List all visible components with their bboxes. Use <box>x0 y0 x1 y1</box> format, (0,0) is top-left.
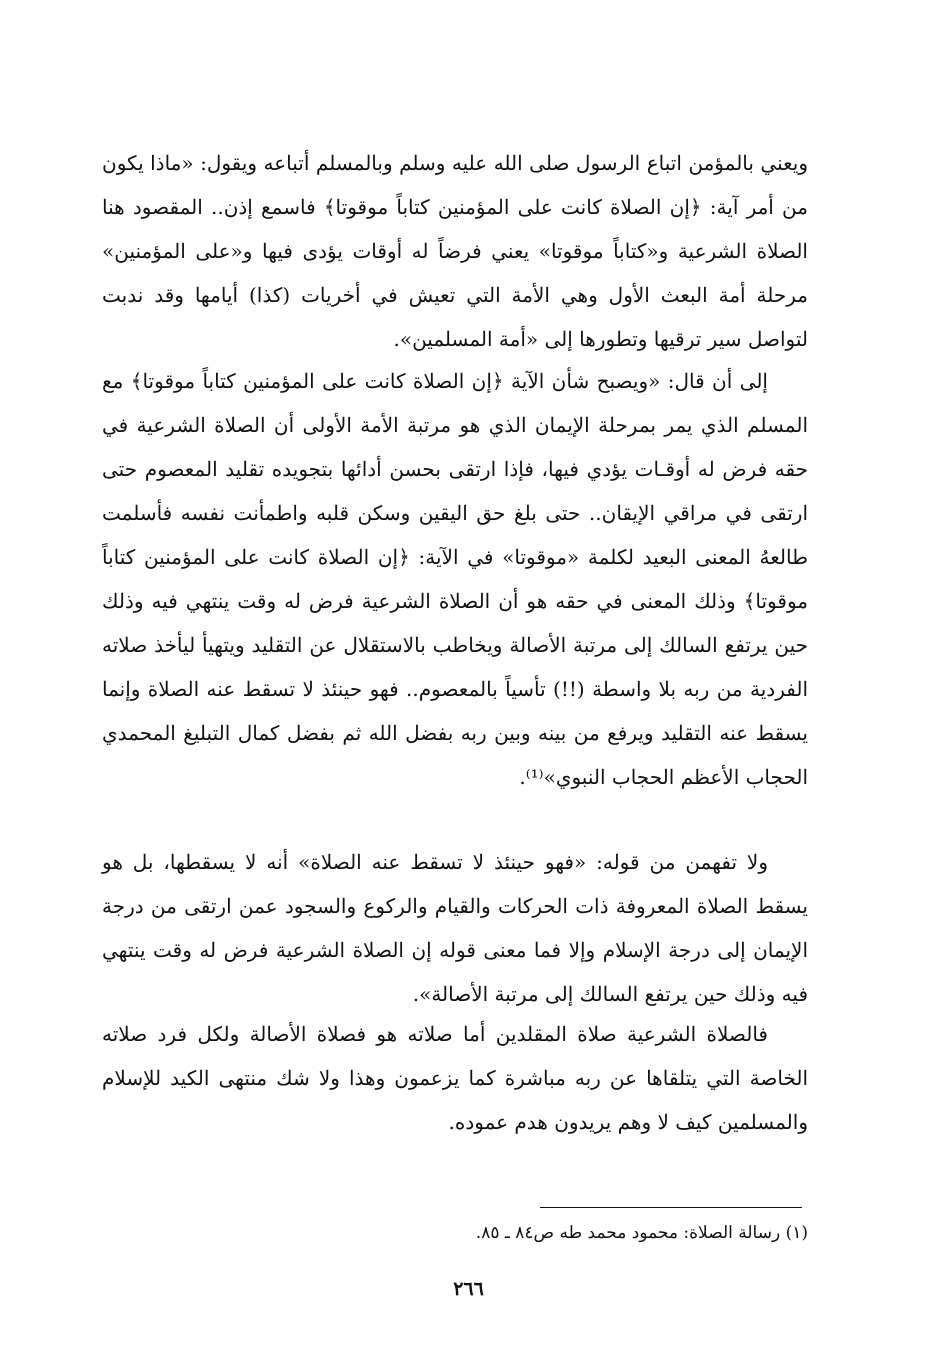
paragraph-3: ولا تفهمن من قوله: «فهو حينئذ لا تسقط عنه الصلاة» أنه لا يسقطها، بل هو يسقط الصلاة المعروفة ذات الحركات والقيام والركوع والسجود عمن ارتقى من درجة الإيمان إلى درجة الإسلام وإلا فما معنى قوله إن الصلاة الشرعية فرض له وقت ينتهي فيه وذلك حين يرتفع السالك إلى مرتبة الأصالة». <box>102 850 808 1006</box>
paragraph-4: فالصلاة الشرعية صلاة المقلدين أما صلاته هو فصلاة الأصالة ولكل فرد صلاته الخاصة التي يتلقاها عن ربه مباشرة كما يزعمون وهذا ولا شك منتهى الكيد للإسلام والمسلمين كيف لا وهم يريدون هدم عموده. <box>102 1022 808 1134</box>
paragraph-2: إلى أن قال: «ويصبح شأن الآية ﴿إن الصلاة كانت على المؤمنين كتاباً موقوتا﴾ مع المسلم الذي يمر بمرحلة الإيمان الذي هو مرتبة الأمة الأولى أن الصلاة الشرعية في حقه فرض له أوقـات يؤدي فيها، فإذا ارتقى بحسن أدائها بتجويده تقليد المعصوم حتى ارتقى في مراقي الإيقان.. حتى بلغ حق اليقين وسكن قلبه واطمأنت نفسه فأسلمت طالعهُ المعنى البعيد لكلمة «موقوتا» في الآية: ﴿إن الصلاة كانت على المؤمنين كتاباً موقوتا﴾ وذلك المعنى في حقه هو أن الصلاة الشرعية فرض له وقت ينتهي فيه وذلك حين يرتفع السالك إلى مرتبة الأصالة ويخاطب بالاستقلال عن التقليد ويتهيأ ليأخذ صلاته الفردية من ربه بلا واسطة (!!) تأسياً بالمعصوم.. فهو حينئذ لا تسقط عنه الصلاة وإنما يسقط عنه التقليد ويرفع من بينه وبين ربه بفضل الله ثم بفضل كمال التبليغ المحمدي الحجاب الأعظم الحجاب النبوي»⁽¹⁾. <box>102 369 808 789</box>
footnote: (١) رسالة الصلاة: محمود محمد طه ص٨٤ ـ ٨٥. <box>475 1223 808 1243</box>
page-number: ٢٦٦ <box>453 1278 484 1300</box>
paragraph-1: ويعني بالمؤمن اتباع الرسول صلى الله عليه وسلم وبالمسلم أتباعه ويقول: «ماذا يكون من أمر آية: ﴿إن الصلاة كانت على المؤمنين كتاباً موقوتا﴾ فاسمع إذن.. المقصود هنا الصلاة الشرعية و«كتاباً موقوتا» يعني فرضاً له أوقات يؤدى فيها و«على المؤمنين» مرحلة أمة البعث الأول وهي الأمة التي تعيش في أخريات (كذا) أيامها وقد ندبت لتواصل سير ترقيها وتطورها إلى «أمة المسلمين». <box>102 151 808 351</box>
footnote-divider <box>540 1207 802 1208</box>
